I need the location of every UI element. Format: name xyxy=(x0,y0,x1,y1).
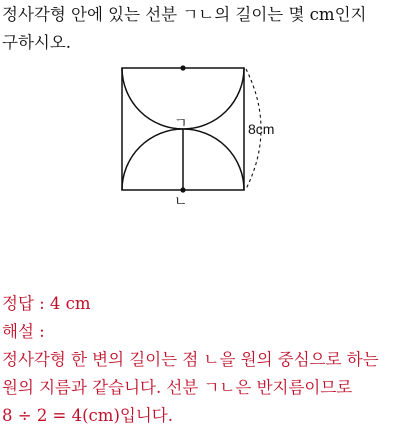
explanation-line-1: 정사각형 한 변의 길이는 점 ㄴ을 원의 중심으로 하는 xyxy=(2,350,379,369)
point-label-giyeok: ㄱ xyxy=(174,115,188,131)
side-length-label: 8cm xyxy=(248,121,275,137)
question-line-2: 구하시오. xyxy=(2,33,72,52)
center-point-bottom xyxy=(180,187,185,192)
square-semicircle-figure xyxy=(110,60,280,210)
explanation-label: 해설 : xyxy=(2,322,45,341)
answer-line: 정답 : 4 cm xyxy=(2,294,91,313)
point-label-nieun: ㄴ xyxy=(174,193,188,209)
explanation-line-2: 원의 지름과 같습니다. 선분 ㄱㄴ은 반지름이므로 xyxy=(2,378,353,397)
question-line-1: 정사각형 안에 있는 선분 ㄱㄴ의 길이는 몇 cm인지 xyxy=(2,5,367,24)
explanation-line-3: 8 ÷ 2 = 4(cm)입니다. xyxy=(2,406,173,425)
center-point-top xyxy=(180,65,185,70)
